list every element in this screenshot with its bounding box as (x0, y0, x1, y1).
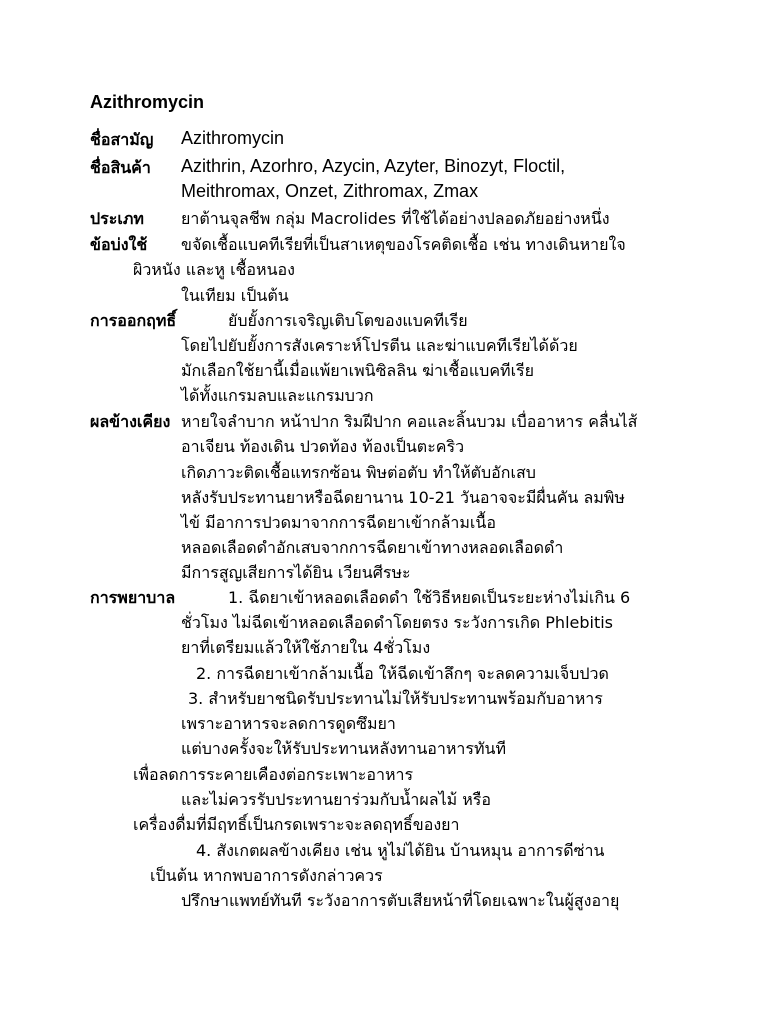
nursing-line-5: 3. สำหรับยาชนิดรับประทานไม่ให้รับประทานพร้อมกับอาหาร (188, 689, 603, 708)
mechanism-line-4: ได้ทั้งแกรมลบและแกรมบวก (181, 386, 374, 405)
nursing-line-13: ปรึกษาแพทย์ทันที ระวังอาการตับเสียหน้าที่โดยเฉพาะในผู้สูงอายุ (181, 891, 620, 910)
side-effects-line-1: หายใจลำบาก หน้าปาก ริมฝีปาก คอและลิ้นบวม เบื่ออาหาร คลื่นไส้ (181, 412, 638, 431)
nursing-line-11: 4. สังเกตผลข้างเคียง เช่น หูไม่ได้ยิน บ้านหมุน อาการดีซ่าน (196, 841, 605, 860)
side-effects-line-5: ไข้ มีอาการปวดมาจากการฉีดยาเข้ากล้ามเนื้อ (181, 513, 496, 532)
label-category: ประเภท (90, 209, 144, 228)
nursing-line-7: แต่บางครั้งจะให้รับประทานหลังทานอาหารทันที (181, 739, 507, 758)
mechanism-line-3: มักเลือกใช้ยานี้เมื่อแพ้ยาเพนิซิลลิน ฆ่าเชื้อแบคทีเรีย (181, 361, 535, 380)
side-effects-line-4: หลังรับประทานยาหรือฉีดยานาน 10-21 วันอาจจะมีผื่นคัน ลมพิษ (181, 488, 625, 507)
mechanism-line-1: ยับยั้งการเจริญเติบโตของแบคทีเรีย (228, 311, 468, 330)
side-effects-line-3: เกิดภาวะติดเชื้อแทรกซ้อน พิษต่อตับ ทำให้ตับอักเสบ (181, 463, 536, 482)
indications-line-2: ผิวหนัง และหู เชื้อหนอง (133, 260, 295, 279)
nursing-line-3: ยาที่เตรียมแล้วให้ใช้ภายใน 4ชั่วโมง (181, 638, 431, 657)
nursing-line-6: เพราะอาหารจะลดการดูดซึมยา (181, 714, 396, 733)
label-side-effects: ผลข้างเคียง (90, 412, 171, 431)
side-effects-line-2: อาเจียน ท้องเดิน ปวดท้อง ท้องเป็นตะคริว (181, 437, 465, 456)
brand-names-line-1: Azithrin, Azorhro, Azycin, Azyter, Binozyt, Floctil, (181, 156, 566, 176)
nursing-line-12: เป็นต้น หากพบอาการดังกล่าวควร (150, 866, 383, 885)
nursing-line-2: ชั่วโมง ไม่ฉีดเข้าหลอดเลือดดำโดยตรง ระวังการเกิด Phlebitis (181, 613, 614, 632)
indications-line-1: ขจัดเชื้อแบคทีเรียที่เป็นสาเหตุของโรคติดเชื้อ เช่น ทางเดินหายใจ (181, 235, 626, 254)
indications-line-3: ในเทียม เป็นต้น (181, 286, 289, 305)
brand-names-line-2: Meithromax, Onzet, Zithromax, Zmax (181, 181, 479, 201)
generic-name-line: Azithromycin (181, 128, 285, 148)
label-brand-names: ชื่อสินค้า (90, 158, 151, 177)
mechanism-line-2: โดยไปยับยั้งการสังเคราะห์โปรตีน และฆ่าแบคทีเรียได้ด้วย (181, 336, 578, 355)
label-indications: ข้อบ่งใช้ (90, 235, 148, 254)
nursing-line-4: 2. การฉีดยาเข้ากล้ามเนื้อ ให้ฉีดเข้าลึกๆ จะลดความเจ็บปวด (196, 664, 609, 683)
label-nursing-care: การพยาบาล (90, 588, 176, 607)
nursing-line-1: 1. ฉีดยาเข้าหลอดเลือดดำ ใช้วิธีหยดเป็นระยะห่างไม่เกิน 6 (228, 588, 631, 607)
nursing-line-9: และไม่ควรรับประทานยาร่วมกับน้ำผลไม้ หรือ (181, 790, 492, 809)
side-effects-line-7: มีการสูญเสียการได้ยิน เวียนศีรษะ (181, 563, 411, 582)
document-title: Azithromycin (90, 92, 205, 112)
side-effects-line-6: หลอดเลือดดำอักเสบจากการฉีดยาเข้าทางหลอดเลือดดำ (181, 538, 564, 557)
category-line: ยาต้านจุลชีพ กลุ่ม Macrolides ที่ใช้ได้อย่างปลอดภัยอย่างหนึ่ง (181, 209, 610, 228)
label-generic-name: ชื่อสามัญ (90, 130, 154, 149)
label-mechanism: การออกฤทธิ์ (90, 311, 177, 330)
nursing-line-8: เพื่อลดการระคายเคืองต่อกระเพาะอาหาร (133, 765, 414, 784)
nursing-line-10: เครื่องดื่มที่มีฤทธิ์เป็นกรดเพราะจะลดฤทธิ์ของยา (133, 815, 460, 834)
